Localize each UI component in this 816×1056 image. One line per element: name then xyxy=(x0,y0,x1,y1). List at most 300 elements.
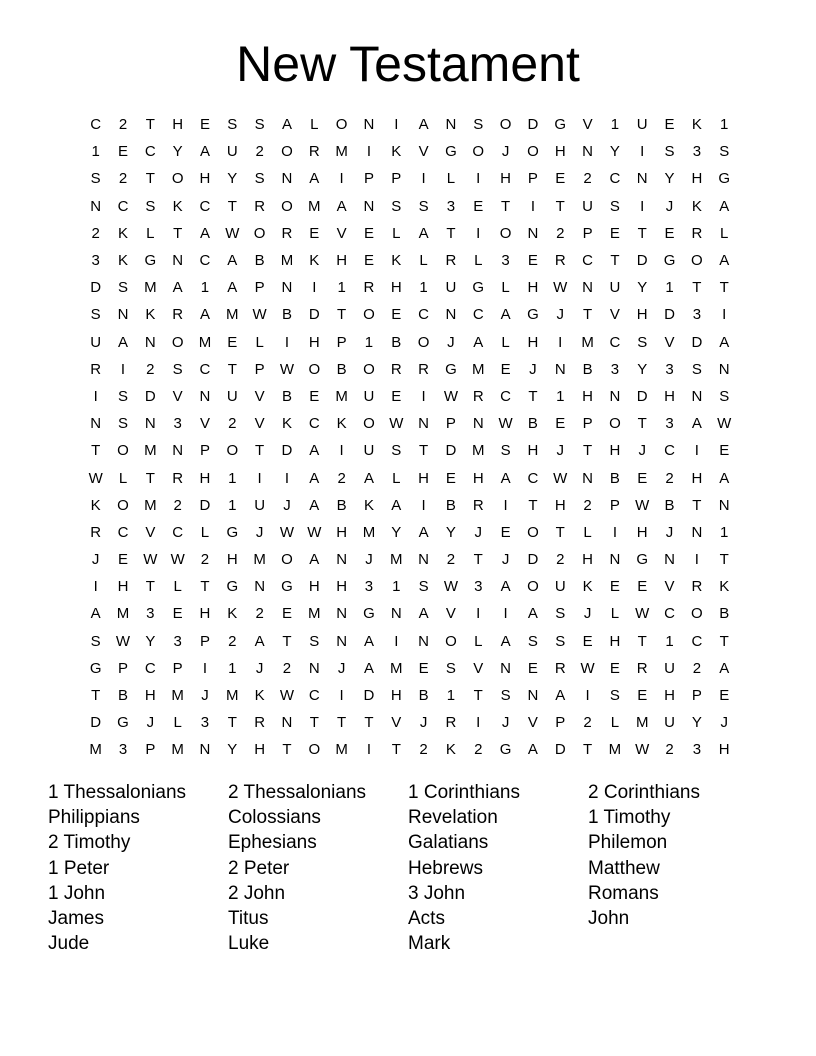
grid-cell: E xyxy=(527,252,538,270)
grid-cell: J xyxy=(720,714,728,732)
grid-row xyxy=(82,410,738,437)
word-list-item: 1 Thessalonians xyxy=(48,781,187,803)
grid-cell: K xyxy=(90,496,101,514)
grid-cell: K xyxy=(281,415,292,433)
grid-cell: M xyxy=(308,605,321,623)
grid-cell: T xyxy=(692,496,702,514)
grid-cell: I xyxy=(339,170,344,188)
grid-row xyxy=(82,329,738,356)
grid-cell: R xyxy=(254,197,266,215)
grid-cell: G xyxy=(89,659,102,677)
grid-cell: L xyxy=(501,333,510,351)
grid-cell: I xyxy=(503,496,508,514)
word-list-item: 2 Timothy xyxy=(48,832,131,854)
grid-cell: H xyxy=(336,252,348,270)
grid-cell: O xyxy=(281,143,293,161)
grid-cell: G xyxy=(445,360,457,378)
grid-row xyxy=(82,247,738,274)
grid-cell: K xyxy=(363,496,374,514)
grid-cell: E xyxy=(363,252,374,270)
grid-cell: P xyxy=(582,224,593,242)
grid-cell: D xyxy=(90,714,102,732)
grid-cell: O xyxy=(335,116,348,134)
grid-cell: O xyxy=(691,252,703,270)
grid-cell: 1 xyxy=(392,578,401,596)
grid-row xyxy=(82,709,738,736)
grid-cell: L xyxy=(173,714,182,732)
grid-cell: E xyxy=(555,170,566,188)
grid-cell: S xyxy=(117,387,128,405)
grid-cell: I xyxy=(312,279,317,297)
grid-cell: 1 xyxy=(419,279,428,297)
grid-cell: N xyxy=(418,415,430,433)
grid-cell: E xyxy=(664,116,675,134)
grid-cell: O xyxy=(417,333,430,351)
grid-cell: M xyxy=(581,333,594,351)
grid-cell: Y xyxy=(664,170,675,188)
grid-cell: I xyxy=(257,469,262,487)
grid-cell: G xyxy=(363,605,375,623)
grid-cell: W xyxy=(443,578,459,596)
grid-cell: O xyxy=(527,578,539,596)
grid-cell: N xyxy=(336,551,348,569)
grid-cell: T xyxy=(528,496,538,514)
grid-cell: W xyxy=(88,469,103,487)
grid-cell: 2 xyxy=(665,469,674,487)
grid-cell: L xyxy=(392,224,401,242)
grid-cell: E xyxy=(719,442,730,460)
grid-cell: 3 xyxy=(146,605,155,623)
grid-cell: H xyxy=(664,387,675,405)
grid-cell: H xyxy=(527,279,539,297)
grid-cell: I xyxy=(394,116,399,134)
grid-cell: N xyxy=(308,659,320,677)
grid-cell: I xyxy=(612,523,617,541)
grid-cell: M xyxy=(390,551,403,569)
grid-cell: S xyxy=(609,197,620,215)
grid-cell: E xyxy=(391,387,402,405)
grid-cell: M xyxy=(335,143,348,161)
grid-cell: T xyxy=(719,551,729,569)
grid-cell: P xyxy=(199,632,210,650)
grid-cell: U xyxy=(363,387,375,405)
grid-cell: M xyxy=(144,442,157,460)
grid-cell: T xyxy=(555,197,565,215)
grid-cell: G xyxy=(527,306,539,324)
grid-cell: S xyxy=(90,306,101,324)
grid-cell: R xyxy=(172,306,184,324)
grid-cell: S xyxy=(227,116,238,134)
grid-cell: R xyxy=(172,469,184,487)
grid-cell: U xyxy=(363,442,375,460)
grid-cell: Y xyxy=(637,360,648,378)
grid-cell: D xyxy=(554,741,566,759)
grid-cell: C xyxy=(609,170,621,188)
grid-cell: I xyxy=(640,197,645,215)
grid-cell: L xyxy=(173,578,182,596)
grid-cell: B xyxy=(281,306,292,324)
grid-cell: G xyxy=(117,714,129,732)
grid-cell: E xyxy=(473,197,484,215)
grid-cell: E xyxy=(609,224,620,242)
grid-cell: C xyxy=(664,442,675,460)
grid-cell: I xyxy=(476,224,481,242)
grid-cell: M xyxy=(335,741,348,759)
grid-cell: A xyxy=(309,469,320,487)
word-list-item: James xyxy=(48,908,104,930)
grid-cell: O xyxy=(363,415,375,433)
grid-cell: E xyxy=(309,387,320,405)
grid-cell: 2 xyxy=(255,605,264,623)
grid-cell: J xyxy=(365,551,373,569)
grid-cell: O xyxy=(281,551,293,569)
grid-cell: K xyxy=(582,578,593,596)
grid-cell: E xyxy=(555,415,566,433)
grid-cell: A xyxy=(227,279,238,297)
grid-cell: H xyxy=(117,578,129,596)
grid-cell: P xyxy=(254,360,265,378)
grid-cell: N xyxy=(363,116,375,134)
grid-cell: W xyxy=(225,224,240,242)
grid-cell: E xyxy=(664,224,675,242)
grid-cell: M xyxy=(144,496,157,514)
grid-cell: N xyxy=(172,252,184,270)
grid-cell: 1 xyxy=(228,496,237,514)
grid-cell: S xyxy=(172,360,183,378)
grid-cell: D xyxy=(636,387,648,405)
word-list-item: Acts xyxy=(408,908,445,930)
grid-cell: J xyxy=(419,714,428,732)
grid-cell: W xyxy=(553,279,568,297)
grid-cell: N xyxy=(144,415,156,433)
grid-cell: R xyxy=(445,252,457,270)
grid-cell: S xyxy=(500,442,511,460)
grid-cell: T xyxy=(145,116,155,134)
grid-cell: H xyxy=(609,442,621,460)
grid-cell: O xyxy=(117,442,129,460)
grid-row xyxy=(82,519,738,546)
grid-cell: O xyxy=(363,306,375,324)
grid-cell: R xyxy=(390,360,402,378)
grid-cell: R xyxy=(90,523,102,541)
grid-cell: C xyxy=(117,197,129,215)
grid-cell: V xyxy=(445,605,456,623)
grid-cell: D xyxy=(281,442,293,460)
grid-cell: N xyxy=(445,116,457,134)
grid-cell: U xyxy=(226,387,238,405)
grid-cell: O xyxy=(691,605,703,623)
grid-cell: O xyxy=(472,143,485,161)
word-list-row xyxy=(48,881,788,906)
grid-cell: A xyxy=(309,496,320,514)
grid-cell: B xyxy=(445,496,456,514)
grid-cell: D xyxy=(636,252,648,270)
grid-cell: 3 xyxy=(173,632,182,650)
grid-cell: Y xyxy=(445,523,456,541)
grid-cell: 2 xyxy=(173,496,182,514)
grid-cell: U xyxy=(664,714,675,732)
grid-cell: E xyxy=(281,605,292,623)
grid-cell: P xyxy=(363,170,374,188)
grid-cell: M xyxy=(89,741,102,759)
grid-cell: R xyxy=(90,360,102,378)
grid-cell: M xyxy=(308,197,321,215)
grid-cell: I xyxy=(585,687,590,705)
grid-cell: H xyxy=(172,116,184,134)
word-list-item: 1 John xyxy=(48,882,106,904)
grid-cell: J xyxy=(501,714,510,732)
grid-cell: H xyxy=(527,442,539,460)
grid-cell: C xyxy=(199,197,211,215)
grid-cell: I xyxy=(366,741,372,759)
grid-cell: H xyxy=(390,687,402,705)
grid-cell: H xyxy=(199,605,211,623)
grid-cell: K xyxy=(336,415,347,433)
grid-row xyxy=(82,628,738,655)
grid-cell: 1 xyxy=(720,116,729,134)
grid-cell: S xyxy=(254,116,265,134)
grid-cell: P xyxy=(117,659,128,677)
grid-cell: C xyxy=(472,306,484,324)
grid-cell: O xyxy=(609,415,621,433)
grid-cell: Y xyxy=(172,143,183,161)
grid-cell: J xyxy=(556,306,564,324)
grid-cell: 2 xyxy=(583,170,592,188)
grid-cell: Y xyxy=(691,714,702,732)
grid-cell: N xyxy=(418,632,430,650)
grid-cell: J xyxy=(529,360,537,378)
grid-cell: H xyxy=(199,469,211,487)
grid-cell: L xyxy=(446,170,456,188)
grid-cell: O xyxy=(226,442,239,460)
grid-cell: A xyxy=(199,306,210,324)
grid-cell: S xyxy=(391,442,402,460)
grid-cell: N xyxy=(718,360,730,378)
grid-cell: I xyxy=(503,605,508,623)
grid-cell: T xyxy=(446,224,456,242)
grid-cell: W xyxy=(498,415,513,433)
grid-cell: H xyxy=(554,143,566,161)
grid-cell: A xyxy=(363,632,374,650)
grid-cell: N xyxy=(281,170,293,188)
grid-cell: V xyxy=(473,659,484,677)
grid-cell: Y xyxy=(145,632,156,650)
grid-cell: H xyxy=(582,551,593,569)
word-list-item: 3 John xyxy=(408,882,466,904)
grid-cell: T xyxy=(173,224,183,242)
grid-cell: T xyxy=(227,714,237,732)
grid-cell: V xyxy=(527,714,538,732)
grid-cell: P xyxy=(691,687,702,705)
grid-cell: 2 xyxy=(255,143,264,161)
grid-cell: B xyxy=(254,252,265,270)
grid-cell: M xyxy=(253,551,266,569)
grid-cell: O xyxy=(171,333,184,351)
grid-cell: G xyxy=(663,252,676,270)
grid-cell: T xyxy=(145,469,155,487)
grid-cell: 2 xyxy=(665,741,674,759)
grid-cell: M xyxy=(226,306,239,324)
grid-cell: O xyxy=(527,143,539,161)
grid-cell: L xyxy=(501,279,510,297)
word-list-item: 2 Peter xyxy=(228,857,290,879)
grid-cell: O xyxy=(308,360,321,378)
grid-cell: J xyxy=(283,496,291,514)
grid-cell: T xyxy=(610,252,620,270)
grid-cell: I xyxy=(694,442,699,460)
grid-cell: 1 xyxy=(364,333,374,351)
grid-cell: E xyxy=(500,523,511,541)
grid-cell: J xyxy=(583,605,592,623)
grid-cell: A xyxy=(172,279,183,297)
grid-cell: A xyxy=(199,143,210,161)
grid-cell: K xyxy=(117,252,128,270)
grid-cell: M xyxy=(472,360,485,378)
grid-cell: U xyxy=(90,333,102,351)
grid-cell: 1 xyxy=(665,279,674,297)
grid-cell: 2 xyxy=(474,741,483,759)
grid-cell: L xyxy=(610,714,620,732)
grid-cell: V xyxy=(582,116,593,134)
grid-cell: A xyxy=(418,523,429,541)
grid-cell: W xyxy=(580,659,595,677)
grid-cell: S xyxy=(117,415,128,433)
grid-cell: J xyxy=(201,687,209,705)
word-list-item: Revelation xyxy=(408,806,498,828)
word-list-row xyxy=(48,856,788,881)
grid-cell: U xyxy=(254,496,266,514)
grid-cell: W xyxy=(553,469,568,487)
grid-cell: J xyxy=(91,551,100,569)
grid-cell: I xyxy=(421,170,426,188)
grid-cell: H xyxy=(472,469,484,487)
grid-cell: K xyxy=(145,306,156,324)
grid-cell: J xyxy=(501,551,510,569)
word-list-row xyxy=(48,831,788,856)
grid-cell: A xyxy=(719,333,730,351)
grid-cell: B xyxy=(582,360,593,378)
grid-cell: B xyxy=(527,415,538,433)
grid-cell: E xyxy=(199,116,210,134)
grid-cell: T xyxy=(555,523,565,541)
grid-row xyxy=(82,682,738,709)
grid-cell: W xyxy=(170,551,185,569)
grid-cell: A xyxy=(309,442,320,460)
grid-cell: 1 xyxy=(720,523,729,541)
grid-cell: 2 xyxy=(200,551,210,569)
grid-cell: S xyxy=(117,279,128,297)
grid-cell: K xyxy=(391,143,402,161)
grid-cell: W xyxy=(279,523,295,541)
grid-cell: J xyxy=(146,714,155,732)
grid-cell: N xyxy=(554,360,566,378)
grid-cell: H xyxy=(718,741,730,759)
grid-cell: S xyxy=(664,143,675,161)
grid-cell: N xyxy=(418,551,430,569)
grid-cell: T xyxy=(255,442,265,460)
grid-cell: V xyxy=(418,143,429,161)
grid-cell: N xyxy=(472,415,484,433)
grid-cell: R xyxy=(254,714,266,732)
grid-cell: G xyxy=(636,551,649,569)
grid-cell: T xyxy=(91,442,101,460)
grid-cell: M xyxy=(226,687,239,705)
grid-cell: K xyxy=(691,116,702,134)
grid-cell: T xyxy=(391,741,401,759)
grid-cell: 2 xyxy=(118,170,128,188)
grid-cell: A xyxy=(254,632,265,650)
grid-cell: T xyxy=(719,632,729,650)
grid-cell: I xyxy=(530,197,535,215)
grid-cell: K xyxy=(719,578,730,596)
grid-cell: 2 xyxy=(583,496,592,514)
grid-cell: 1 xyxy=(200,279,210,297)
grid-cell: 1 xyxy=(91,143,100,161)
grid-cell: C xyxy=(308,687,320,705)
grid-cell: T xyxy=(582,306,593,324)
grid-cell: R xyxy=(472,496,484,514)
grid-cell: L xyxy=(146,224,155,242)
grid-cell: S xyxy=(254,170,265,188)
grid-cell: H xyxy=(336,523,348,541)
grid-cell: N xyxy=(281,714,293,732)
grid-cell: K xyxy=(391,252,402,270)
grid-cell: B xyxy=(336,496,347,514)
grid-cell: H xyxy=(636,306,648,324)
grid-cell: H xyxy=(418,469,430,487)
grid-cell: N xyxy=(90,415,102,433)
grid-cell: H xyxy=(500,170,511,188)
grid-cell: T xyxy=(91,687,101,705)
grid-cell: K xyxy=(227,605,238,623)
grid-cell: E xyxy=(172,605,183,623)
grid-row xyxy=(82,464,738,491)
grid-cell: P xyxy=(445,415,456,433)
grid-cell: H xyxy=(390,279,402,297)
grid-cell: A xyxy=(309,551,320,569)
word-list-item: Philippians xyxy=(48,806,140,828)
grid-cell: L xyxy=(474,252,483,270)
grid-cell: 2 xyxy=(583,714,592,732)
grid-cell: Y xyxy=(609,143,620,161)
grid-cell: N xyxy=(336,605,348,623)
grid-cell: 3 xyxy=(692,143,702,161)
grid-cell: N xyxy=(336,632,348,650)
grid-cell: H xyxy=(336,578,348,596)
grid-cell: V xyxy=(664,578,675,596)
grid-cell: H xyxy=(144,687,156,705)
grid-cell: W xyxy=(389,415,404,433)
grid-cell: M xyxy=(280,252,294,270)
grid-cell: N xyxy=(664,551,675,569)
grid-cell: A xyxy=(227,252,238,270)
grid-cell: M xyxy=(171,741,184,759)
grid-cell: E xyxy=(445,469,456,487)
grid-cell: G xyxy=(445,143,457,161)
grid-cell: V xyxy=(172,387,183,405)
grid-cell: O xyxy=(499,224,512,242)
grid-cell: T xyxy=(637,632,647,650)
word-list xyxy=(48,780,788,957)
grid-cell: R xyxy=(691,578,703,596)
grid-cell: B xyxy=(418,687,429,705)
grid-cell: E xyxy=(719,687,730,705)
grid-cell: E xyxy=(227,333,238,351)
grid-row xyxy=(82,546,738,573)
grid-cell: 2 xyxy=(228,632,237,650)
word-list-item: Ephesians xyxy=(228,832,317,854)
grid-cell: A xyxy=(473,333,484,351)
